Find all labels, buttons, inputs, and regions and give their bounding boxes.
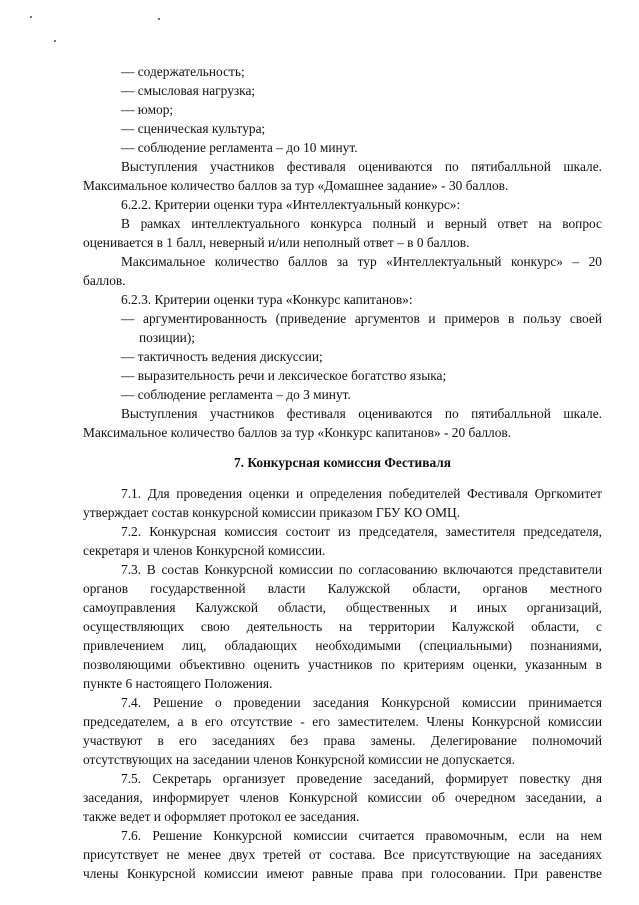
paragraph-line: Максимальное количество баллов за тур «Интеллектуальный конкурс» – 20 — [121, 254, 602, 269]
paragraph-line: председателем, а в его отсутствие - его заместителем. Члены Конкурсной комиссии — [83, 714, 602, 729]
bullet-item: — смысловая нагрузка; — [121, 83, 256, 98]
paragraph-line: заседания, информирует членов Конкурсной комиссии об очередном заседании, а — [83, 790, 602, 805]
paragraph-line: органов государственной власти Калужской области, органов местного — [83, 581, 602, 596]
paragraph-line: члены Конкурсной комиссии имеют равные права при голосовании. При равенстве — [83, 866, 602, 881]
paragraph-line: позволяющими объективно оценить участников по критериям оценки, указанным в — [83, 657, 602, 672]
bullet-item: — сценическая культура; — [121, 121, 266, 136]
paragraph-line: самоуправления Калужской области, общественных и иных организаций, — [83, 600, 602, 615]
scan-speck — [54, 40, 56, 42]
paragraph-line: утверждает состав конкурсной комиссии приказом ГБУ КО ОМЦ. — [83, 505, 461, 520]
paragraph-line: отсутствующих на заседании членов Конкурсной комиссии не допускается. — [83, 752, 515, 767]
paragraph-line: 7.1. Для проведения оценки и определения победителей Фестиваля Оргкомитет — [121, 486, 602, 501]
paragraph-line: 7.4. Решение о проведении заседания Конкурсной комиссии принимается — [121, 695, 602, 710]
section-heading: 7. Конкурсная комиссия Фестиваля — [233, 455, 452, 470]
paragraph-line: В рамках интеллектуального конкурса полный и верный ответ на вопрос — [121, 216, 602, 231]
bullet-item-continuation: позиции); — [139, 330, 195, 345]
paragraph-line: Максимальное количество баллов за тур «Конкурс капитанов» - 20 баллов. — [83, 425, 512, 440]
paragraph-line: Максимальное количество баллов за тур «Домашнее задание» - 30 баллов. — [83, 178, 509, 193]
bullet-item: — тактичность ведения дискуссии; — [121, 349, 323, 364]
paragraph-line: 7.3. В состав Конкурсной комиссии по согласованию включаются представители — [121, 562, 602, 577]
bullet-item: — выразительность речи и лексическое богатство языка; — [121, 368, 447, 383]
paragraph-line: присутствует не менее двух третей от состава. Все присутствующие на заседаниях — [83, 847, 602, 862]
paragraph-line: Выступления участников фестиваля оцениваются по пятибалльной шкале. — [121, 159, 602, 174]
paragraph-line: 7.5. Секретарь организует проведение заседаний, формирует повестку дня — [121, 771, 602, 786]
paragraph-line: оценивается в 1 балл, неверный и/или неполный ответ – в 0 баллов. — [83, 235, 470, 250]
bullet-item: — аргументированность (приведение аргументов и примеров в пользу своей — [121, 311, 602, 326]
paragraph-line: участвуют в его заседаниях без права замены. Делегирование полномочий — [83, 733, 602, 748]
scan-speck — [158, 18, 160, 20]
paragraph-line: баллов. — [83, 273, 126, 288]
scan-speck — [30, 16, 32, 18]
paragraph-line: 7.2. Конкурсная комиссия состоит из председателя, заместителя председателя, — [121, 524, 602, 539]
bullet-item: — соблюдение регламента – до 10 минут. — [121, 140, 358, 155]
paragraph-line: привлечением лиц, обладающих необходимыми (специальными) познаниями, — [83, 638, 602, 653]
paragraph-line: пункте 6 настоящего Положения. — [83, 676, 273, 691]
paragraph-line: также ведет и оформляет протокол ее заседания. — [83, 809, 360, 824]
bullet-item: — содержательность; — [121, 64, 245, 79]
document-body — [83, 62, 602, 883]
bullet-item: — юмор; — [121, 102, 174, 117]
subsection-heading: 6.2.2. Критерии оценки тура «Интеллектуальный конкурс»: — [121, 197, 461, 212]
bullet-item: — соблюдение регламента – до 3 минут. — [121, 387, 351, 402]
paragraph-line: 7.6. Решение Конкурсной комиссии считается правомочным, если на нем — [121, 828, 602, 843]
paragraph-line: Выступления участников фестиваля оцениваются по пятибалльной шкале. — [121, 406, 602, 421]
paragraph-line: секретаря и членов Конкурсной комиссии. — [83, 543, 326, 558]
paragraph-line: осуществляющих свою деятельность на территории Калужской области, с — [83, 619, 602, 634]
subsection-heading: 6.2.3. Критерии оценки тура «Конкурс капитанов»: — [121, 292, 413, 307]
